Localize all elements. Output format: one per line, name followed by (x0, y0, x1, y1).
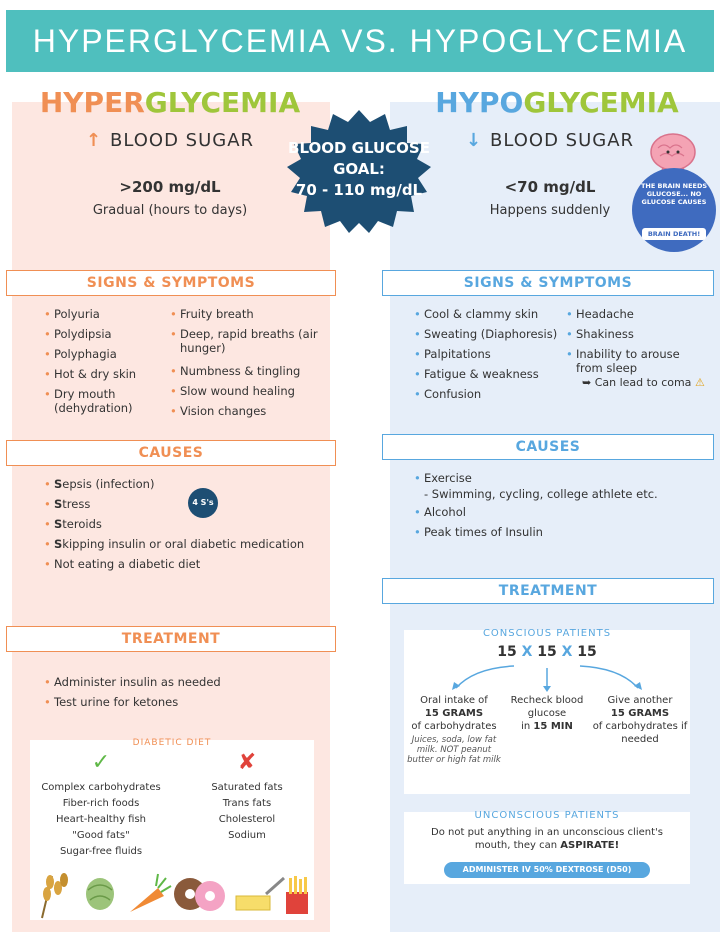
list-item: • Administer insulin as needed (44, 672, 314, 692)
step-text: Give another (607, 695, 673, 706)
list-item: • Not eating a diabetic diet (44, 554, 324, 574)
hyper-treatment-header: TREATMENT (6, 626, 336, 652)
x-icon: ✘ (237, 750, 257, 775)
step-amount: 15 GRAMS (424, 708, 484, 719)
list-item: • Dry mouth (dehydration) (44, 387, 166, 415)
list-item: • Palpitations (414, 344, 564, 364)
step-text: of carbohydrates if needed (592, 721, 688, 745)
cause-letter: S (54, 537, 63, 551)
list-item: • Deep, rapid breaths (air hunger) (170, 327, 320, 355)
hypoglycemia-title (412, 86, 702, 119)
hypo-causes-list (414, 468, 704, 542)
recheck-step (504, 694, 590, 733)
list-item: • Peak times of Insulin (414, 522, 704, 542)
unconscious-warning: Do not put anything in an unconscious client's mouth, they can (431, 827, 663, 851)
four-s-badge: 4 S's (188, 488, 218, 518)
artichoke-icon (86, 878, 114, 910)
sugar-label-text: BLOOD SUGAR (110, 130, 255, 151)
rule-x: X (521, 644, 533, 660)
cause-exercise-sub: - Swimming, cycling, college athlete etc. (424, 487, 658, 501)
list-item (44, 534, 324, 554)
unconscious-text (424, 826, 670, 852)
diet-bad-list (180, 780, 314, 844)
list-item: • Slow wound healing (170, 381, 320, 401)
list-item: Saturated fats (211, 782, 283, 793)
food-illustrations (30, 868, 314, 920)
cause-text: teroids (62, 517, 102, 531)
cause-text: kipping insulin or oral diabetic medication (62, 537, 305, 551)
list-item: Sodium (228, 830, 266, 841)
list-item: • Fruity breath (170, 304, 320, 324)
hypo-level: <70 mg/dL (504, 178, 596, 196)
hyper-level: >200 mg/dL (119, 178, 221, 196)
glucose-goal-badge (286, 108, 432, 234)
goal-line-1: BLOOD GLUCOSE (288, 139, 430, 157)
hypo-signs-header: SIGNS & SYMPTOMS (382, 270, 714, 296)
list-item: • Test urine for ketones (44, 692, 314, 712)
hypo-onset: Happens suddenly (489, 203, 611, 218)
list-item: • Inability to arouse from sleep (566, 347, 686, 375)
hyper-signs-list-1 (44, 304, 166, 421)
aspirate-text: ASPIRATE! (560, 840, 620, 851)
turn-arrow-icon: ➥ (582, 376, 592, 389)
intake-step (406, 694, 502, 765)
step-amount: 15 GRAMS (610, 708, 670, 719)
dextrose-pill: ADMINISTER IV 50% DEXTROSE (D50) (444, 862, 650, 878)
cause-letter: S (54, 517, 63, 531)
list-item: Complex carbohydrates (41, 782, 161, 793)
hypo-treatment-header: TREATMENT (382, 578, 714, 604)
page-title: HYPERGLYCEMIA VS. HYPOGLYCEMIA (32, 23, 688, 59)
diet-title: DIABETIC DIET (132, 738, 212, 748)
wheat-icon (42, 873, 68, 918)
rule-a: 15 (497, 644, 517, 660)
step-note: Juices, soda, low fat milk. NOT peanut butter or high fat milk (407, 735, 501, 765)
list-item: • Hot & dry skin (44, 364, 166, 384)
list-item: • Polyphagia (44, 344, 166, 364)
brain-note: THE BRAIN NEEDS GLUCOSE... NO GLUCOSE CAUSES (640, 182, 708, 206)
brain-death-tag: BRAIN DEATH! (642, 228, 706, 240)
unconscious-title: UNCONSCIOUS PATIENTS (474, 810, 620, 821)
header-banner (6, 10, 714, 72)
step-text: Oral intake of (420, 695, 488, 706)
unconscious-patients-box (404, 812, 690, 884)
hyper-causes-list (44, 474, 324, 574)
flow-arrows (404, 664, 690, 694)
list-item: • Confusion (414, 384, 564, 404)
arrow-up-icon: ↑ (85, 130, 103, 151)
sugar-label-text: BLOOD SUGAR (490, 130, 635, 151)
rule-x: X (561, 644, 573, 660)
arrow-down-icon: ↓ (465, 130, 483, 151)
list-item (44, 514, 324, 534)
coma-note-text: Can lead to coma (594, 376, 692, 389)
high-blood-sugar-label (60, 130, 280, 151)
butter-icon (236, 878, 284, 910)
list-item: • Vision changes (170, 401, 320, 421)
conscious-title: CONSCIOUS PATIENTS (482, 628, 612, 639)
cause-exercise: • Exercise (424, 471, 472, 485)
goal-line-2: GOAL: (333, 160, 385, 178)
hypo-causes-header: CAUSES (382, 434, 714, 460)
title-prefix: HYPO (435, 86, 524, 119)
hyper-signs-list-2 (170, 304, 320, 421)
step-text: in (521, 721, 531, 732)
list-item: • Headache (566, 304, 686, 324)
donut-icon (174, 878, 225, 911)
rule-c: 15 (577, 644, 597, 660)
list-item: Sugar-free fluids (59, 846, 143, 857)
low-blood-sugar-label (440, 130, 660, 151)
repeat-step (592, 694, 688, 746)
hyper-treatment-list (44, 672, 314, 712)
list-item: • Fatigue & weakness (414, 364, 564, 384)
list-item: • Polydipsia (44, 324, 166, 344)
list-item (414, 470, 704, 502)
title-suffix: GLYCEMIA (523, 86, 679, 119)
brain-warning-badge (628, 130, 718, 240)
fifteen-rule (404, 644, 690, 660)
diet-good-list (30, 780, 172, 860)
list-item (44, 494, 324, 514)
cause-letter: S (54, 477, 63, 491)
goal-text (286, 138, 432, 201)
list-item: Fiber-rich foods (62, 798, 140, 809)
coma-note (582, 376, 720, 389)
hypo-signs-list-1 (414, 304, 564, 404)
cause-text: tress (62, 497, 91, 511)
warning-icon: ⚠ (694, 376, 705, 389)
step-text: of carbohydrates (411, 721, 497, 732)
list-item: Trans fats (222, 798, 272, 809)
cause-text: epsis (infection) (62, 477, 155, 491)
hyper-causes-header: CAUSES (6, 440, 336, 466)
fries-icon (286, 876, 308, 914)
hyper-onset: Gradual (hours to days) (92, 203, 248, 218)
title-suffix: GLYCEMIA (144, 86, 301, 119)
carrot-icon (130, 874, 171, 912)
list-item: • Alcohol (414, 502, 704, 522)
step-amount: 15 MIN (533, 721, 573, 732)
hyperglycemia-title (30, 86, 310, 119)
list-item: • Sweating (Diaphoresis) (414, 324, 564, 344)
check-icon: ✓ (91, 750, 111, 775)
list-item (44, 474, 324, 494)
list-item: • Shakiness (566, 324, 686, 344)
goal-line-3: 70 - 110 mg/dL (295, 181, 423, 199)
title-prefix: HYPER (39, 86, 145, 119)
step-text: Recheck blood glucose (510, 695, 584, 719)
cause-letter: S (54, 497, 63, 511)
rule-b: 15 (537, 644, 557, 660)
list-item: • Cool & clammy skin (414, 304, 564, 324)
list-item: Heart-healthy fish (55, 814, 147, 825)
list-item: "Good fats" (72, 830, 130, 841)
conscious-patients-box (404, 630, 690, 794)
hyper-signs-header: SIGNS & SYMPTOMS (6, 270, 336, 296)
hypo-signs-list-2 (566, 304, 686, 381)
list-item: • Polyuria (44, 304, 166, 324)
list-item: • Numbness & tingling (170, 361, 320, 381)
list-item: Cholesterol (218, 814, 276, 825)
